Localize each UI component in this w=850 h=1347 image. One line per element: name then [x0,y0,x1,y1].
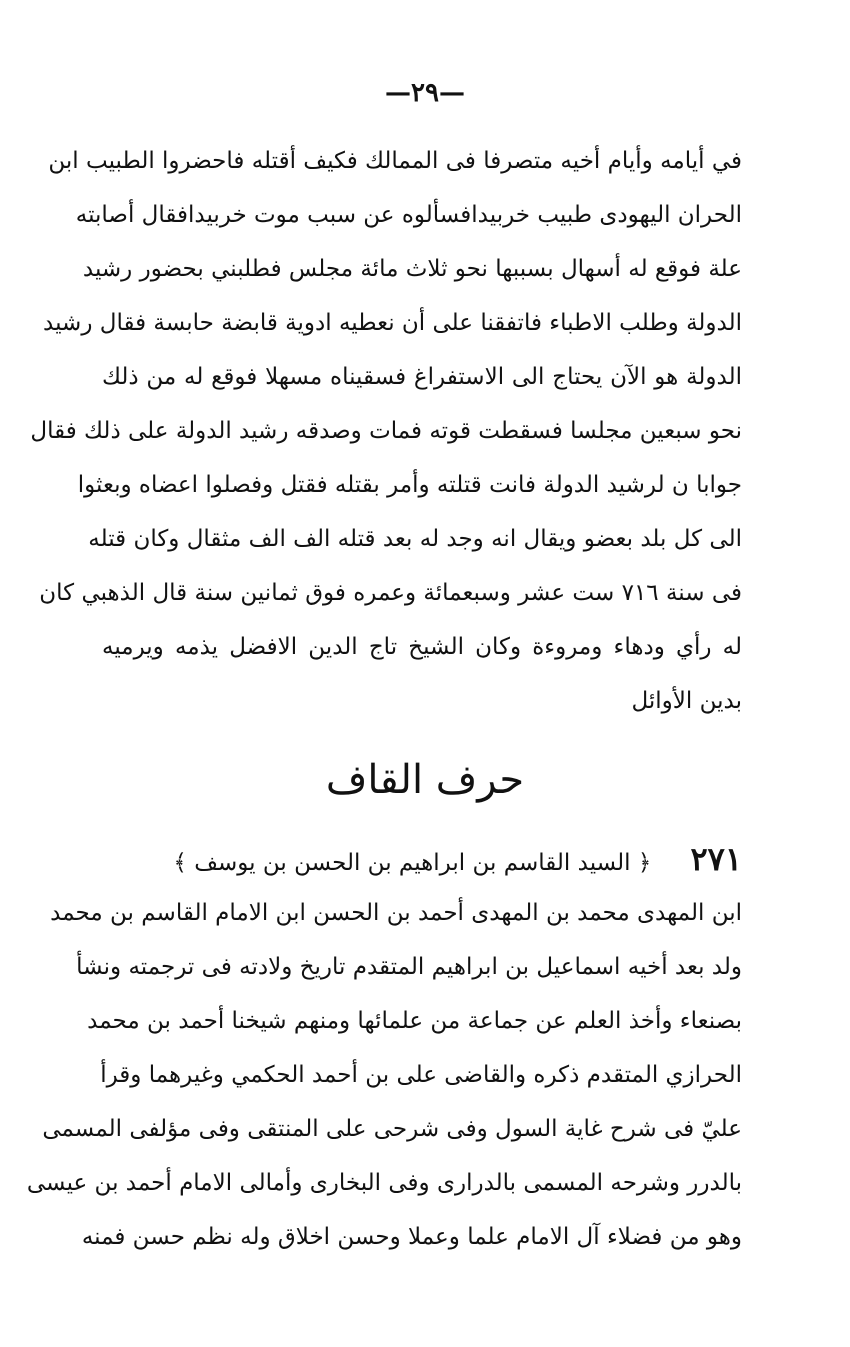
page-number: —٢٩— [385,78,465,108]
text-line: وهو من فضلاء آل الامام علما وعملا وحسن اخلاق وله نظم حسن فمنه [81,1224,742,1250]
entry-number: ٢٧١ [690,840,742,878]
text-line: في أيامه وأيام أخيه متصرفا فى الممالك فكيف أقتله فاحضروا الطبيب ابن [48,148,742,174]
text-line: جوابا ن لرشيد الدولة فانت قتلته وأمر بقتله فقتل وفصلوا اعضاه وبعثوا [77,472,742,498]
text-line: عليّ فى شرح غاية السول وفى شرحى على المنتقى وفى مؤلفى المسمى [42,1116,742,1142]
text-line: فى سنة ٧١٦ ست عشر وسبعمائة وعمره فوق ثمانين سنة قال الذهبي كان [39,580,742,606]
text-line: بالدرر وشرحه المسمى بالدرارى وفى البخارى وأمالى الامام أحمد بن عيسى [26,1170,742,1196]
text-line: الحرازي المتقدم ذكره والقاضى على بن أحمد الحكمي وغيرهما وقرأ [100,1062,742,1088]
entry-header [102,832,742,886]
text-line: نحو سبعين مجلسا فسقطت قوته فمات وصدقه رشيد الدولة على ذلك فقال [30,418,742,444]
text-line: بدين الأوائل [631,688,742,714]
text-line: الدولة هو الآن يحتاج الى الاستفراغ فسقيناه مسهلا فوقع له من ذلك [102,364,742,390]
text-line: الى كل بلد بعضو ويقال انه وجد له بعد قتله الف الف مثقال وكان قتله [88,526,742,552]
entry-title: ﴿ السيد القاسم بن ابراهيم بن الحسن بن يوسف ﴾ [173,850,652,876]
text-line: له رأي ودهاء ومروءة وكان الشيخ تاج الدين الافضل يذمه ويرميه [102,634,742,660]
section-heading: حرف القاف [325,757,525,803]
text-line: بصنعاء وأخذ العلم عن جماعة من علمائها ومنهم شيخنا أحمد بن محمد [87,1008,742,1034]
entry-body [26,886,742,1264]
biography-continuation [30,134,742,728]
text-line: ابن المهدى محمد بن المهدى أحمد بن الحسن ابن الامام القاسم بن محمد [50,900,742,926]
text-line: ولد بعد أخيه اسماعيل بن ابراهيم المتقدم تاريخ ولادته فى ترجمته ونشأ [76,954,742,980]
text-line: الدولة وطلب الاطباء فاتفقنا على أن نعطيه ادوية قابضة حابسة فقال رشيد [43,310,742,336]
text-line: الحران اليهودى طبيب خربيدافسألوه عن سبب موت خربيدافقال أصابته [75,202,742,228]
text-line: علة فوقع له أسهال بسببها نحو ثلاث مائة مجلس فطلبني بحضور رشيد [82,256,742,282]
